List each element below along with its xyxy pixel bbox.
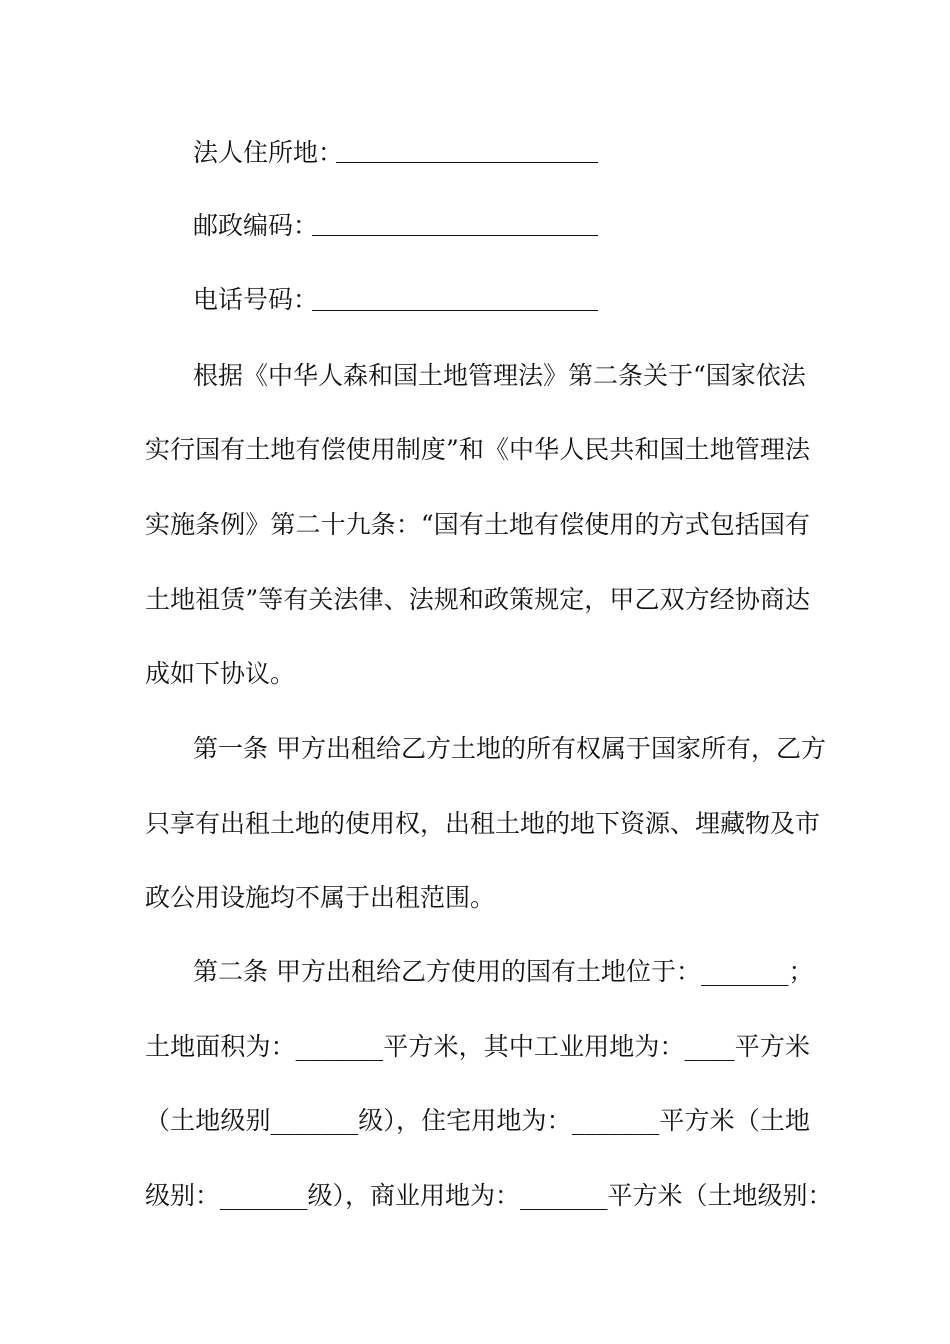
field-postal-code [193,211,318,241]
field-legal-address [193,138,343,168]
field-label: 电话号码： [193,285,319,314]
field-blank-phone [312,310,598,311]
field-blank-postal-code [312,235,598,236]
article2-line: 土地面积为：_______平方米，其中工业用地为：____平方米 [145,1032,810,1061]
preamble-line: 实施条例》第二十九条：“国有土地有偿使用的方式包括国有 [145,510,810,539]
field-label: 法人住所地： [193,138,344,167]
preamble-line: 土地祖赁”等有关法律、法规和政策规定，甲乙双方经协商达 [145,585,810,614]
article1-line: 只享有出租土地的使用权，出租土地的地下资源、埋藏物及市 [145,809,821,838]
field-label: 邮政编码： [193,211,319,240]
article2-line: 第二条 甲方出租给乙方使用的国有土地位于：_______； [193,957,814,986]
article1-line: 第一条 甲方出租给乙方土地的所有权属于国家所有，乙方 [193,734,826,763]
article1-line: 政公用设施均不属于出租范围。 [145,883,496,912]
article2-line: （土地级别_______级），住宅用地为：_______平方米（土地 [145,1106,810,1135]
article2-line: 级别：_______级），商业用地为：_______平方米（土地级别： [145,1181,833,1210]
field-blank-legal-address [336,162,598,163]
preamble-line: 根据《中华人森和国土地管理法》第二条关于“国家依法 [193,361,806,390]
field-phone [193,285,318,315]
preamble-line: 实行国有土地有偿使用制度”和《中华人民共和国土地管理法 [145,435,810,464]
preamble-line: 成如下协议。 [145,659,296,688]
